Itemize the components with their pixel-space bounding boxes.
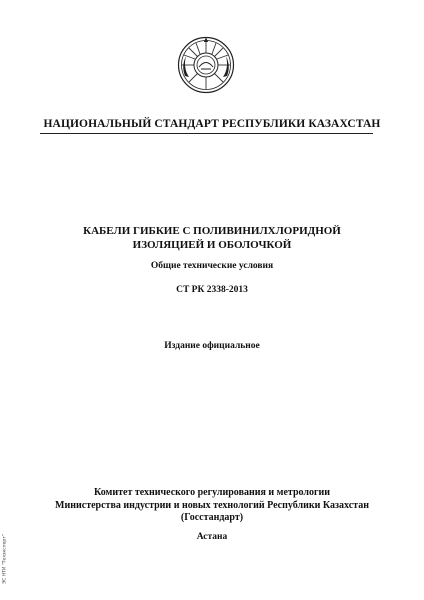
standard-designation: СТ РК 2338-2013 xyxy=(176,285,248,295)
edition-label: Издание официальное xyxy=(164,341,260,351)
watermark-text: ЭС НТИ "Техэксперт" xyxy=(2,534,8,584)
header-divider xyxy=(40,133,373,134)
publisher-line-1: Комитет технического регулирования и метрологии xyxy=(93,487,331,498)
document-title-line-2: ИЗОЛЯЦИЕЙ И ОБОЛОЧКОЙ xyxy=(132,239,292,251)
document-title-line-1: КАБЕЛИ ГИБКИЕ С ПОЛИВИНИЛХЛОРИДНОЙ xyxy=(83,225,341,237)
document-subtitle: Общие технические условия xyxy=(150,261,274,271)
publisher-line-3: (Госстандарт) xyxy=(180,512,244,523)
watermark xyxy=(0,528,10,590)
state-emblem-icon xyxy=(177,36,235,94)
city-label: Астана xyxy=(196,532,228,542)
publisher-block xyxy=(0,487,424,525)
document-title xyxy=(0,224,424,252)
publisher-line-2: Министерства индустрии и новых технологий Республики Казахстан xyxy=(55,499,369,511)
standard-type-heading: НАЦИОНАЛЬНЫЙ СТАНДАРТ РЕСПУБЛИКИ КАЗАХСТАН xyxy=(43,118,381,130)
